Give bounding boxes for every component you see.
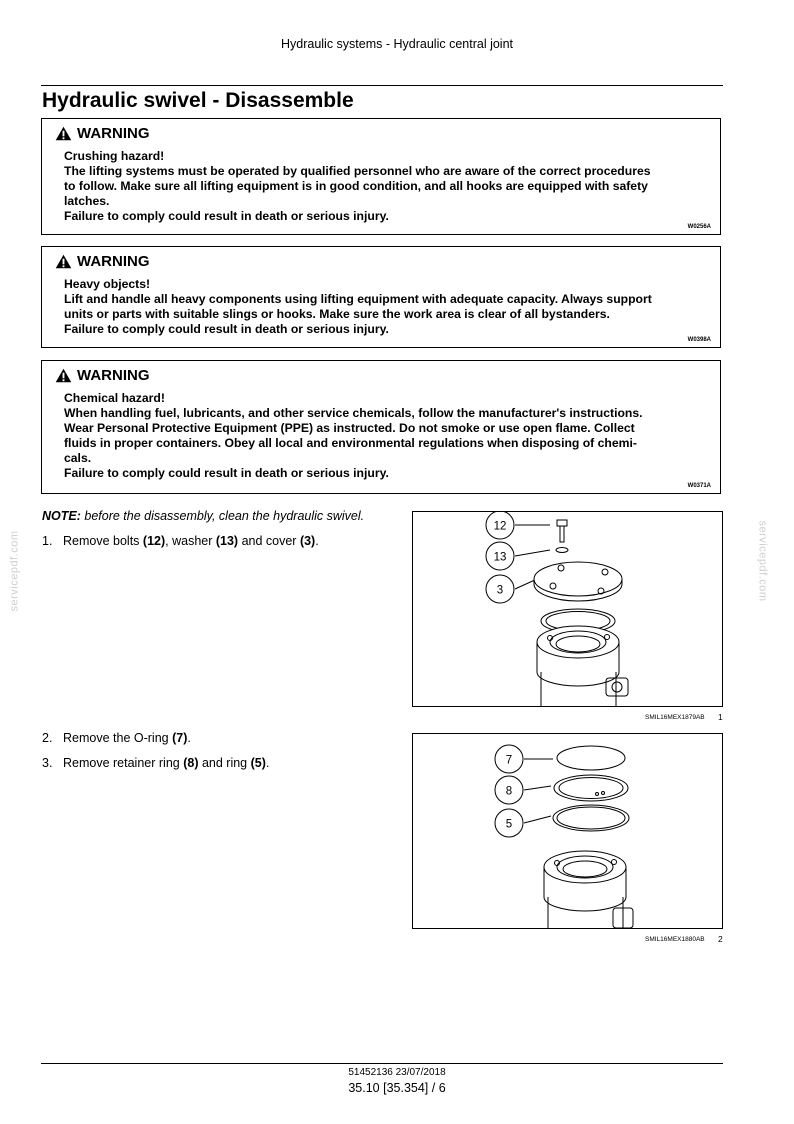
callout-5 <box>495 809 523 837</box>
warning-box-heavy-objects <box>41 246 721 348</box>
hazard-title: Crushing hazard! <box>64 149 165 163</box>
step-number: 3. <box>42 756 53 770</box>
callout-8 <box>495 776 523 804</box>
warning-line: Wear Personal Protective Equipment (PPE) as instructed. Do not smoke or use open flame. Collect <box>64 421 635 435</box>
step-text: and cover <box>238 534 300 548</box>
warning-label: WARNING <box>77 125 150 142</box>
svg-text:5: 5 <box>505 818 513 831</box>
part-ref: (13) <box>215 534 239 548</box>
warning-line: Failure to comply could result in death or serious injury. <box>64 209 389 223</box>
swivel-rings-drawing <box>413 734 722 928</box>
warning-line: to follow. Make sure all lifting equipment is in good condition, and all hooks are equipped with safety <box>64 179 648 193</box>
warning-text <box>64 149 700 224</box>
warning-line: fluids in proper containers. Obey all local and environmental regulations when disposing of chemi- <box>64 436 637 450</box>
warning-triangle-icon <box>55 368 72 383</box>
warning-text <box>64 277 700 337</box>
hazard-title: Chemical hazard! <box>64 391 165 405</box>
watermark-left: servicepdf.com <box>8 530 21 612</box>
step-2 <box>42 731 191 745</box>
warning-line: latches. <box>64 194 110 208</box>
warning-box-crushing <box>41 118 721 235</box>
footer-divider <box>41 1063 723 1064</box>
svg-text:12: 12 <box>493 520 507 533</box>
step-text: Remove retainer ring <box>63 756 184 770</box>
warning-label: WARNING <box>77 253 150 270</box>
svg-text:3: 3 <box>496 584 504 597</box>
page-title: Hydraulic swivel - Disassemble <box>42 89 354 112</box>
part-ref: (3) <box>299 534 316 548</box>
warning-line: units or parts with suitable slings or hooks. Make sure the work area is clear of all bystanders. <box>64 307 610 321</box>
warning-line: When handling fuel, lubricants, and other service chemicals, follow the manufacturer's instructions. <box>64 406 643 420</box>
warning-line: The lifting systems must be operated by qualified personnel who are aware of the correct procedures <box>64 164 651 178</box>
warning-heading <box>55 125 150 142</box>
callout-7 <box>495 745 523 773</box>
warning-triangle-icon <box>55 254 72 269</box>
figure-1-illustration <box>412 511 723 707</box>
warning-code: W0371A <box>687 483 711 489</box>
watermark-right: servicepdf.com <box>756 520 769 602</box>
figure-1-caption: SMIL16MEX1879AB <box>645 714 705 721</box>
figure-1-number: 1 <box>718 712 723 722</box>
step-text: , washer <box>165 534 216 548</box>
svg-text:7: 7 <box>505 754 513 767</box>
note-label: NOTE: <box>42 509 81 523</box>
part-ref: (7) <box>172 731 188 745</box>
callout-3 <box>486 575 514 603</box>
footer-doc-id: 51452136 23/07/2018 <box>348 1067 446 1078</box>
step-text: . <box>187 731 191 745</box>
step-number: 1. <box>42 534 53 548</box>
swivel-cover-drawing <box>413 512 722 706</box>
warning-heading <box>55 367 150 384</box>
part-ref: (8) <box>183 756 199 770</box>
step-text: Remove bolts <box>63 534 143 548</box>
step-number: 2. <box>42 731 53 745</box>
note <box>42 509 364 523</box>
figure-2-number: 2 <box>718 934 723 944</box>
step-1 <box>42 534 319 548</box>
warning-heading <box>55 253 150 270</box>
warning-line: cals. <box>64 451 92 465</box>
step-3 <box>42 756 269 770</box>
warning-line: Lift and handle all heavy components using lifting equipment with adequate capacity. Always support <box>64 292 652 306</box>
figure-2-caption: SMIL16MEX1880AB <box>645 936 705 943</box>
step-text: Remove the O-ring <box>63 731 173 745</box>
figure-2-illustration <box>412 733 723 929</box>
callout-13 <box>486 542 514 570</box>
warning-box-chemical <box>41 360 721 494</box>
warning-triangle-icon <box>55 126 72 141</box>
svg-text:8: 8 <box>505 785 513 798</box>
warning-line: Failure to comply could result in death or serious injury. <box>64 466 389 480</box>
part-ref: (5) <box>250 756 266 770</box>
step-text: . <box>265 756 270 770</box>
warning-label: WARNING <box>77 367 150 384</box>
header-divider <box>41 85 723 86</box>
footer-page-ref: 35.10 [35.354] / 6 <box>348 1081 446 1095</box>
warning-line: Failure to comply could result in death or serious injury. <box>64 322 389 336</box>
running-header: Hydraulic systems - Hydraulic central joint <box>280 37 513 51</box>
step-text: and ring <box>198 756 251 770</box>
part-ref: (12) <box>142 534 166 548</box>
hazard-title: Heavy objects! <box>64 277 151 291</box>
warning-code: W0256A <box>687 224 711 230</box>
note-text: before the disassembly, clean the hydraulic swivel. <box>80 509 365 523</box>
warning-text <box>64 391 700 481</box>
warning-code: W0398A <box>687 337 711 343</box>
callout-12 <box>486 512 514 539</box>
svg-text:13: 13 <box>493 551 507 564</box>
step-text: . <box>315 534 319 548</box>
